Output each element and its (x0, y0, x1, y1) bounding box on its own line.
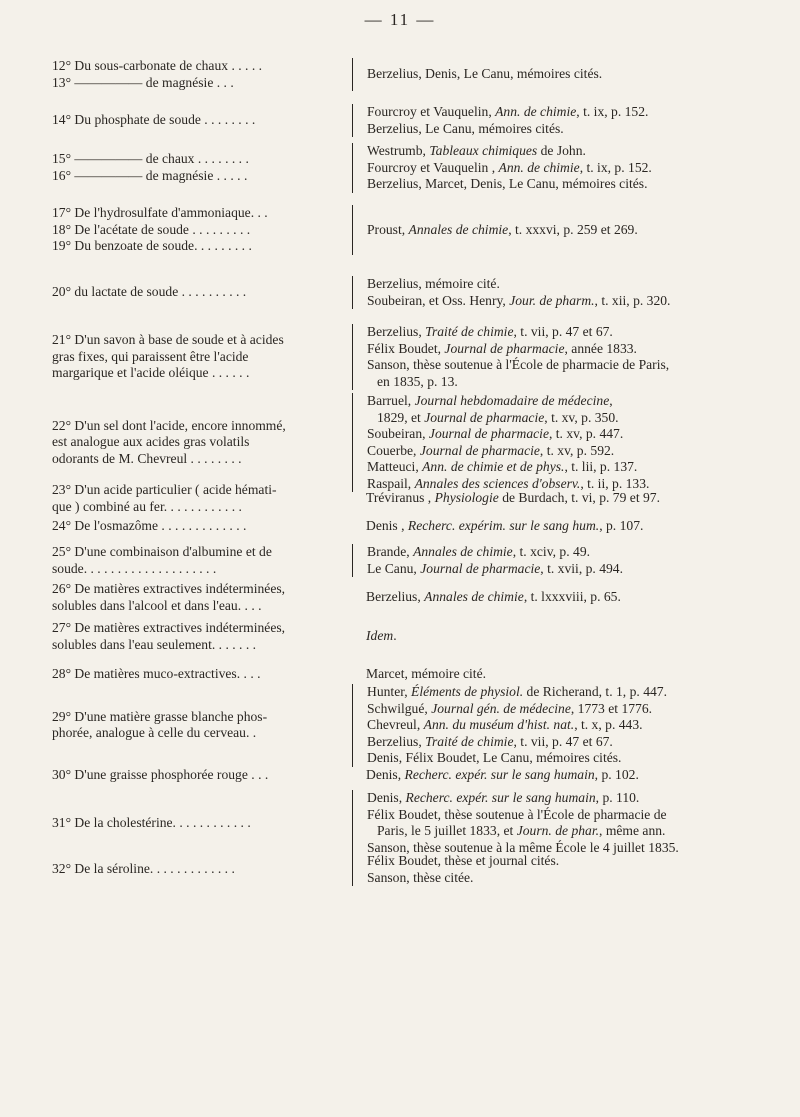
subject-line: 29° D'une matière grasse blanche phos- (52, 708, 268, 724)
entry-subject (52, 790, 350, 856)
subject-line: 25° D'une combinaison d'albumine et de (52, 544, 272, 559)
entry-references (350, 767, 772, 784)
reference-text: , p. 110. (595, 790, 640, 805)
reference-line (367, 426, 772, 443)
reference-text: Berzelius, (366, 589, 425, 605)
subject-line: soude. . . . . . . . . . . . . . . . . . . . (52, 560, 217, 576)
reference-text: , t. xxxvi, p. 259 et 269. (508, 221, 638, 237)
reference-title: Journal de pharmacie (428, 426, 549, 441)
subject-line: 23° D'un acide particulier ( acide hémati- (52, 482, 277, 497)
entry-subject (52, 482, 350, 515)
subject-line: 18° De l'acétate de soude . . . . . . . . . (52, 221, 251, 237)
subject-line: 21° D'un savon à base de soude et à acides (52, 332, 284, 348)
entry-subject (52, 393, 350, 492)
entry-references (367, 544, 772, 577)
reference-title: Journal gén. de médecine (431, 700, 571, 716)
reference-text: , t. vii, p. 47 et 67. (513, 324, 613, 339)
reference-title: Traité de chimie (425, 324, 514, 339)
reference-title: Physiologie (434, 490, 499, 506)
entry-subject (52, 853, 350, 886)
reference-line (367, 717, 772, 734)
reference-line (367, 853, 772, 870)
reference-text: Raspail, (367, 475, 415, 491)
reference-line (367, 393, 772, 410)
reference-text: , t. xii, p. 320. (594, 292, 671, 308)
entry-subject (52, 581, 350, 614)
reference-line (366, 589, 772, 606)
reference-text: , p. 102. (594, 767, 639, 782)
subject-line: gras fixes, qui paraissent être l'acide (52, 348, 249, 364)
entry-subject (52, 620, 350, 653)
reference-text: , t. x, p. 443. (574, 717, 643, 732)
subject-line: 16° ————— de magnésie . . . . . (52, 167, 248, 183)
page-number: — 11 — (364, 10, 436, 29)
reference-text: 1829, et (377, 409, 425, 425)
entry-references (367, 393, 772, 492)
entry-16 (52, 790, 772, 856)
reference-text: Berzelius, Marcet, Denis, Le Canu, mémoires cités. (367, 176, 648, 191)
entry-5 (52, 276, 772, 309)
reference-line (367, 443, 772, 460)
reference-line (367, 176, 772, 193)
entry-references (350, 581, 772, 614)
reference-text: Proust, (367, 221, 409, 237)
reference-text: Soubeiran, et Oss. Henry, (367, 292, 510, 308)
subject-line: 15° ————— de chaux . . . . . . . . (52, 151, 249, 167)
reference-text: Fourcroy et Vauquelin , (367, 159, 499, 175)
reference-title: Ann. de chimie et de phys. (422, 459, 565, 474)
reference-text: Denis, Félix Boudet, Le Canu, mémoires cités. (367, 750, 622, 765)
reference-text: Paris, le 5 juillet 1833, et (377, 823, 517, 838)
reference-line (367, 293, 772, 310)
reference-title: Recherc. expér. sur le sang humain (404, 767, 595, 782)
reference-text: , t. ix, p. 152. (579, 159, 652, 175)
bracket-divider (352, 544, 363, 577)
reference-title: Annales de chimie (424, 589, 524, 605)
entry-references (367, 684, 772, 767)
reference-text: Berzelius, (367, 733, 426, 749)
bracket-divider (352, 853, 363, 886)
bracket-divider (352, 104, 363, 137)
reference-text: , (609, 393, 613, 408)
reference-text: , même ann. (599, 823, 666, 838)
reference-text: Chevreul, (367, 717, 424, 732)
reference-text: en 1835, p. 13. (377, 373, 458, 389)
reference-text: , t. lxxxviii, p. 65. (523, 589, 621, 605)
subject-line: 32° De la séroline. . . . . . . . . . . . . (52, 861, 235, 877)
reference-title: Annales de chimie (413, 544, 513, 559)
bracket-divider (352, 790, 363, 856)
entry-subject (52, 518, 350, 535)
entry-references (367, 790, 772, 856)
entry-subject (52, 104, 350, 137)
reference-text: Sanson, thèse soutenue à l'École de pharmacie de Paris, (367, 357, 670, 372)
entry-references (367, 143, 772, 193)
reference-line (367, 544, 772, 561)
reference-text: Berzelius, mémoire cité. (367, 276, 500, 291)
reference-title: Journal de pharmacie (424, 409, 545, 425)
reference-line (367, 104, 772, 121)
entry-subject (52, 324, 350, 390)
entry-13 (52, 666, 772, 683)
bracket-divider (352, 58, 363, 91)
entry-7 (52, 393, 772, 492)
reference-title: Jour. de pharm. (509, 292, 595, 308)
subject-line: 17° De l'hydrosulfate d'ammoniaque. . . (52, 205, 268, 220)
subject-line: 13° ————— de magnésie . . . (52, 74, 234, 90)
reference-line (367, 823, 772, 840)
reference-line (367, 684, 772, 701)
reference-text: Barruel, (367, 393, 415, 408)
reference-line (367, 357, 772, 374)
reference-text: , t. xv, p. 592. (539, 442, 615, 458)
reference-text: , t. xciv, p. 49. (512, 544, 591, 559)
reference-text: , t. ii, p. 133. (580, 475, 650, 491)
reference-text: de John. (537, 143, 586, 158)
entry-references (367, 853, 772, 886)
reference-title: Tableaux chimiques (429, 143, 538, 158)
reference-line (367, 561, 772, 578)
reference-line (366, 666, 772, 683)
bracket-divider (352, 393, 363, 492)
subject-line: 14° Du phosphate de soude . . . . . . . . (52, 112, 256, 128)
reference-title: Éléments de physiol. (411, 684, 524, 699)
reference-title: Traité de chimie (425, 733, 514, 749)
reference-text: Berzelius, Le Canu, mémoires cités. (367, 120, 564, 136)
reference-line (367, 750, 772, 767)
reference-text: Couerbe, (367, 442, 420, 458)
reference-line (367, 222, 772, 239)
reference-text: , t. ix, p. 152. (576, 104, 649, 119)
reference-text: , p. 107. (599, 518, 644, 533)
reference-text: Matteuci, (367, 459, 423, 474)
reference-text: , t. xv, p. 447. (548, 426, 624, 441)
subject-line: que ) combiné au fer. . . . . . . . . . . . (52, 498, 242, 514)
entry-15 (52, 767, 772, 784)
entry-references (350, 620, 772, 653)
reference-line (367, 276, 772, 293)
reference-title: Recherc. expér. sur le sang humain (405, 790, 596, 805)
subject-line: 19° Du benzoate de soude. . . . . . . . . (52, 238, 252, 253)
reference-line (367, 701, 772, 718)
reference-text: Denis, (367, 790, 406, 805)
entry-references (350, 518, 772, 535)
reference-line (367, 66, 772, 83)
bracket-divider (352, 684, 363, 767)
reference-title: Annales des sciences d'observ. (414, 475, 581, 491)
entry-11 (52, 581, 772, 614)
subject-line: 26° De matières extractives indéterminées, (52, 581, 286, 596)
reference-line (366, 490, 772, 507)
reference-text: Denis , (366, 518, 408, 533)
subject-line: 20° du lactate de soude . . . . . . . . . . (52, 284, 247, 300)
entry-references (350, 482, 772, 515)
entry-8 (52, 482, 772, 515)
entry-references (367, 58, 772, 91)
entry-references (367, 104, 772, 137)
entry-4 (52, 205, 772, 255)
reference-title: Journal de pharmacie (444, 340, 565, 356)
reference-text: , 1773 et 1776. (570, 700, 653, 716)
entry-references (367, 276, 772, 309)
subject-line: solubles dans l'alcool et dans l'eau. . . . (52, 597, 262, 613)
reference-text: de Burdach, t. vi, p. 79 et 97. (498, 490, 661, 506)
entry-subject (52, 544, 350, 577)
subject-line: margarique et l'acide oléique . . . . . . (52, 365, 250, 381)
reference-text: Félix Boudet, (367, 340, 445, 356)
subject-line: 24° De l'osmazôme . . . . . . . . . . . . . (52, 518, 247, 533)
entry-9 (52, 518, 772, 535)
reference-text: , t. xv, p. 350. (544, 409, 619, 425)
reference-text: Soubeiran, (367, 426, 429, 441)
reference-line (366, 518, 772, 535)
subject-line: 12° Du sous-carbonate de chaux . . . . . (52, 58, 263, 73)
entry-subject (52, 58, 350, 91)
entry-3 (52, 143, 772, 193)
subject-line: phorée, analogue à celle du cerveau. . (52, 725, 257, 741)
reference-title: Annales de chimie (408, 221, 509, 237)
entry-6 (52, 324, 772, 390)
subject-line: est analogue aux acides gras volatils (52, 434, 250, 450)
reference-title: Journ. de phar. (516, 823, 600, 838)
reference-line (367, 374, 772, 391)
entry-14 (52, 684, 772, 767)
reference-line (366, 628, 772, 645)
reference-text: , t. vii, p. 47 et 67. (513, 733, 613, 749)
reference-text: Félix Boudet, thèse et journal cités. (367, 853, 560, 868)
entry-subject (52, 767, 350, 784)
entry-17 (52, 853, 772, 886)
entry-subject (52, 143, 350, 193)
reference-line (367, 143, 772, 160)
reference-line (367, 160, 772, 177)
reference-line (367, 459, 772, 476)
subject-line: 30° D'une graisse phosphorée rouge . . . (52, 767, 269, 782)
reference-text: Félix Boudet, thèse soutenue à l'École de pharmacie de (367, 806, 667, 822)
entry-1 (52, 58, 772, 91)
subject-line: 27° De matières extractives indéterminées, (52, 620, 286, 635)
reference-text: . (393, 628, 397, 644)
reference-text: Denis, (366, 767, 405, 782)
subject-line: 22° D'un sel dont l'acide, encore innommé, (52, 417, 286, 433)
reference-text: Tréviranus , (366, 490, 435, 506)
reference-title: Ann. de chimie (498, 159, 580, 175)
reference-line (366, 767, 772, 784)
subject-line: 28° De matières muco-extractives. . . . (52, 666, 261, 681)
reference-line (367, 734, 772, 751)
reference-text: Schwilgué, (367, 700, 432, 716)
bracket-divider (352, 324, 363, 390)
bracket-divider (352, 143, 363, 193)
reference-text: , année 1833. (564, 340, 637, 356)
reference-line (367, 870, 772, 887)
reference-text: Fourcroy et Vauquelin, (367, 104, 496, 119)
subject-line: 31° De la cholestérine. . . . . . . . . . . . (52, 814, 251, 830)
bracket-divider (352, 205, 363, 255)
reference-text: Westrumb, (367, 143, 430, 158)
reference-text: Hunter, (367, 684, 412, 699)
bracket-divider (352, 276, 363, 309)
reference-text: de Richerand, t. 1, p. 447. (523, 684, 667, 699)
entry-subject (52, 684, 350, 767)
entry-2 (52, 104, 772, 137)
reference-title: Ann. de chimie (495, 104, 577, 119)
reference-text: Berzelius, (367, 324, 426, 339)
reference-title: Journal de pharmacie (420, 560, 541, 576)
reference-title: Journal hebdomadaire de médecine (414, 393, 610, 408)
reference-text: Le Canu, (367, 560, 421, 576)
subject-line: solubles dans l'eau seulement. . . . . . . (52, 636, 257, 652)
reference-text: Sanson, thèse soutenue à la même École le 4 juillet 1835. (367, 839, 679, 855)
entry-references (350, 666, 772, 683)
entry-references (367, 324, 772, 390)
reference-text: Berzelius, Denis, Le Canu, mémoires cités. (367, 66, 603, 82)
reference-text: Marcet, mémoire cité. (366, 666, 487, 681)
reference-line (367, 807, 772, 824)
reference-line (367, 410, 772, 427)
subject-line: odorants de M. Chevreul . . . . . . . . (52, 450, 242, 466)
reference-text: Sanson, thèse citée. (367, 869, 474, 885)
entry-references (367, 205, 772, 255)
reference-line (367, 790, 772, 807)
reference-title: Journal de pharmacie (419, 442, 540, 458)
reference-title: Ann. du muséum d'hist. nat. (423, 717, 575, 732)
entry-subject (52, 666, 350, 683)
reference-line (367, 121, 772, 138)
reference-line (367, 341, 772, 358)
reference-text: Brande, (367, 544, 414, 559)
reference-title: Recherc. expérim. sur le sang hum. (407, 518, 600, 533)
reference-title: Idem (366, 628, 394, 644)
entry-subject (52, 205, 350, 255)
entry-subject (52, 276, 350, 309)
entry-10 (52, 544, 772, 577)
entry-12 (52, 620, 772, 653)
reference-line (367, 324, 772, 341)
reference-text: , t. lii, p. 137. (564, 459, 638, 474)
reference-text: , t. xvii, p. 494. (540, 560, 623, 576)
